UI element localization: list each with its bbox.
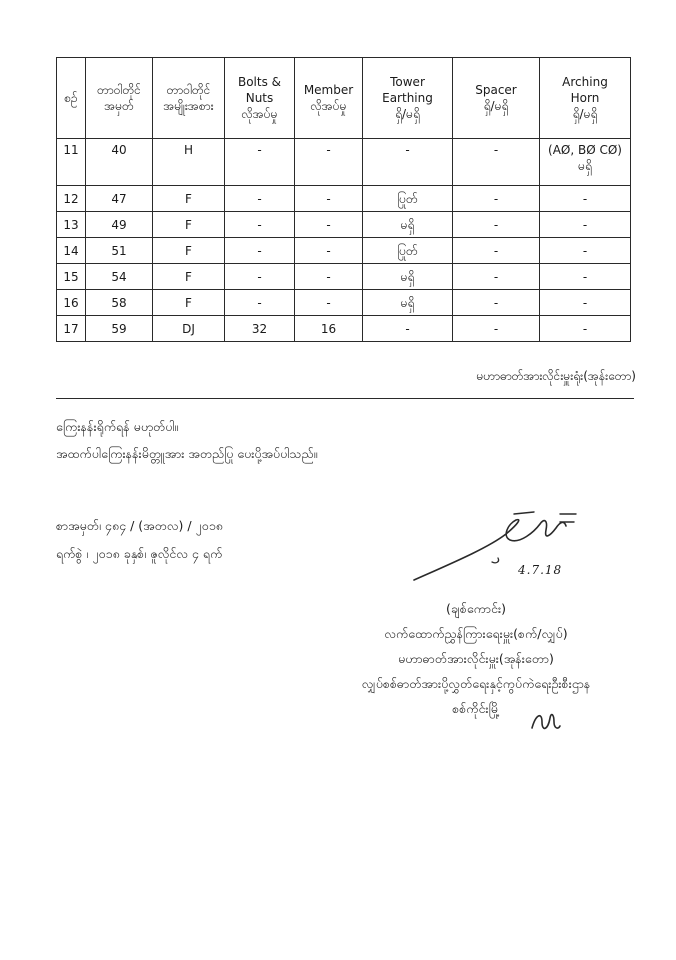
cell-bolts-nuts: - — [225, 186, 295, 212]
cell-tower-type: F — [153, 186, 225, 212]
header-arching-horn: Arching Horn ရှိ/မရှိ — [540, 58, 631, 139]
divider — [56, 398, 634, 399]
cell-tower-type: F — [153, 238, 225, 264]
cell-member: - — [295, 139, 363, 186]
signature-date: 4.7.18 — [518, 563, 563, 577]
header-tower-type: တာဝါတိုင် အမျိုးအစား — [153, 58, 225, 139]
tower-inspection-table — [56, 57, 631, 342]
cell-spacer: - — [453, 212, 540, 238]
cell-arching-horn: - — [540, 212, 631, 238]
cell-earthing: ပြုတ် — [363, 238, 453, 264]
header-bolts-nuts: Bolts & Nuts လိုအပ်မှု — [225, 58, 295, 139]
table-row — [57, 316, 631, 342]
cell-member: - — [295, 290, 363, 316]
table-row — [57, 212, 631, 238]
cell-tower-number: 54 — [86, 264, 153, 290]
notice-line-2: အထက်ပါကြေးနန်းမိတ္တူအား အတည်ပြု ပေးပို့အပ်ပါသည်။ — [56, 446, 318, 461]
signatory-block — [320, 596, 632, 721]
cell-bolts-nuts: - — [225, 238, 295, 264]
cell-bolts-nuts: - — [225, 264, 295, 290]
cell-earthing: မရှိ — [363, 290, 453, 316]
signatory-department: လျှပ်စစ်ဓာတ်အားပို့လွှတ်ရေးနှင့်ကွပ်ကဲရေးဦးစီးဌာန — [361, 676, 591, 691]
cell-arching-horn: - — [540, 264, 631, 290]
cell-earthing: ပြုတ် — [363, 186, 453, 212]
cell-tower-number: 59 — [86, 316, 153, 342]
cell-earthing: - — [363, 316, 453, 342]
cell-tower-number: 47 — [86, 186, 153, 212]
signatory-city: စစ်ကိုင်းမြို့ — [452, 701, 500, 716]
table-row — [57, 186, 631, 212]
cell-member: - — [295, 186, 363, 212]
cell-arching-horn: - — [540, 316, 631, 342]
cell-serial: 16 — [57, 290, 86, 316]
table-row — [57, 290, 631, 316]
cell-tower-type: F — [153, 264, 225, 290]
table-row — [57, 264, 631, 290]
cell-tower-type: F — [153, 290, 225, 316]
cell-bolts-nuts: - — [225, 139, 295, 186]
cell-tower-number: 40 — [86, 139, 153, 186]
cell-serial: 14 — [57, 238, 86, 264]
cell-bolts-nuts: - — [225, 212, 295, 238]
notice-line-1: ကြေးနန်းရိုက်ရန် မဟုတ်ပါ။ — [56, 419, 179, 434]
cell-member: - — [295, 212, 363, 238]
table-row — [57, 139, 631, 186]
cell-member: - — [295, 238, 363, 264]
signatory-name: (ချစ်ကောင်း) — [445, 601, 507, 616]
initials — [528, 706, 562, 736]
header-spacer: Spacer ရှိ/မရှိ — [453, 58, 540, 139]
header-tower-earthing: Tower Earthing ရှိ/မရှိ — [363, 58, 453, 139]
cell-tower-type: H — [153, 139, 225, 186]
cell-tower-number: 58 — [86, 290, 153, 316]
cell-tower-type: F — [153, 212, 225, 238]
cell-arching-horn: - — [540, 186, 631, 212]
reference-number: စာအမှတ်၊ ၄၈၄ / (အတလ) / ၂၀၁၈ — [56, 518, 223, 533]
cell-spacer: - — [453, 264, 540, 290]
cell-bolts-nuts: - — [225, 290, 295, 316]
cell-bolts-nuts: 32 — [225, 316, 295, 342]
cell-earthing: - — [363, 139, 453, 186]
table-header-row — [57, 58, 631, 139]
header-member: Member လိုအပ်မှု — [295, 58, 363, 139]
cell-serial: 12 — [57, 186, 86, 212]
cell-earthing: မရှိ — [363, 264, 453, 290]
cell-arching-horn: - — [540, 290, 631, 316]
cell-arching-horn: - — [540, 238, 631, 264]
signatory-title: လက်ထောက်ညွှန်ကြားရေးမှူး(စက်/လျှပ်) — [384, 626, 568, 641]
arching-phases: (AØ, BØ CØ) — [548, 143, 622, 157]
cell-serial: 15 — [57, 264, 86, 290]
cell-spacer: - — [453, 186, 540, 212]
cell-serial: 11 — [57, 139, 86, 186]
signature — [410, 506, 590, 588]
signatory-office: မဟာဓာတ်အားလိုင်းမှူး(အုန်းတော) — [398, 651, 554, 666]
cell-spacer: - — [453, 290, 540, 316]
cell-tower-number: 51 — [86, 238, 153, 264]
reference-date: ရက်စွဲ ၊ ၂၀၁၈ ခုနှစ်၊ ဇူလိုင်လ ၄ ရက် — [56, 546, 223, 561]
cell-spacer: - — [453, 139, 540, 186]
cell-serial: 13 — [57, 212, 86, 238]
cell-member: - — [295, 264, 363, 290]
cell-serial: 17 — [57, 316, 86, 342]
header-serial: စဉ် — [57, 58, 86, 139]
table-row — [57, 238, 631, 264]
cell-member: 16 — [295, 316, 363, 342]
office-name: မဟာဓာတ်အားလိုင်းမှူးရုံး(အုန်းတော) — [476, 369, 636, 383]
cell-earthing: မရှိ — [363, 212, 453, 238]
cell-arching-horn — [540, 139, 631, 186]
header-tower-number: တာဝါတိုင် အမှတ် — [86, 58, 153, 139]
cell-spacer: - — [453, 238, 540, 264]
arching-status: မရှိ — [578, 159, 592, 173]
cell-tower-type: DJ — [153, 316, 225, 342]
cell-tower-number: 49 — [86, 212, 153, 238]
cell-spacer: - — [453, 316, 540, 342]
